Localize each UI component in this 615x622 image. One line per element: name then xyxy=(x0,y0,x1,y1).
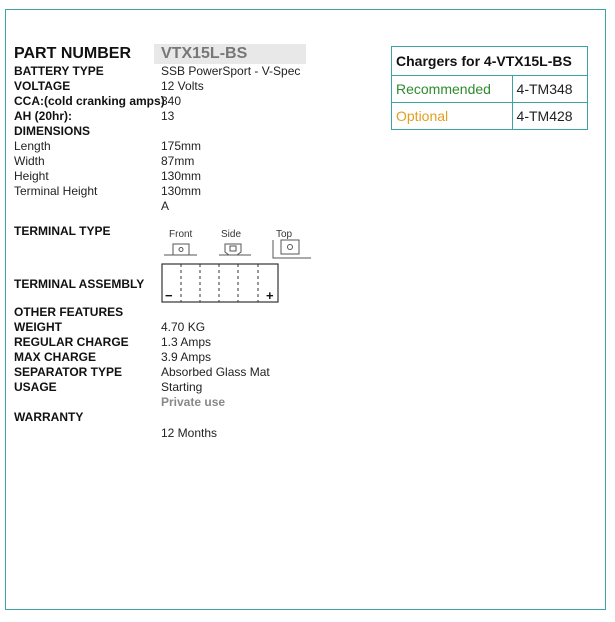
front-label: Front xyxy=(169,229,193,240)
weight-value: 4.70 KG xyxy=(161,320,206,334)
battery-assembly-icon xyxy=(162,264,278,303)
regular-charge-value: 1.3 Amps xyxy=(161,335,212,349)
terminal-height-value: 130mm xyxy=(161,184,202,198)
max-charge-label: MAX CHARGE xyxy=(14,350,97,364)
usage-value: Starting xyxy=(161,380,203,394)
warranty-label: WARRANTY xyxy=(14,410,84,424)
recommended-code[interactable]: 4-TM348 xyxy=(512,76,587,103)
weight-label: WEIGHT xyxy=(14,320,62,334)
chargers-header-row xyxy=(392,47,588,76)
max-charge-value: 3.9 Amps xyxy=(161,350,212,364)
voltage-label: VOLTAGE xyxy=(14,79,71,93)
cca-value: 340 xyxy=(161,94,182,108)
height-value: 130mm xyxy=(161,169,202,183)
warranty-value: 12 Months xyxy=(161,426,218,440)
cca-label: CCA:(cold cranking amps) xyxy=(14,94,165,108)
battery-type-label: BATTERY TYPE xyxy=(14,64,104,78)
front-terminal-icon xyxy=(164,244,197,255)
plus-terminal: + xyxy=(266,288,274,303)
width-label: Width xyxy=(14,154,45,168)
separator-value: Absorbed Glass Mat xyxy=(161,365,270,379)
usage-label: USAGE xyxy=(14,380,57,394)
top-label: Top xyxy=(276,229,293,240)
optional-label: Optional xyxy=(392,103,513,130)
part-number-label: PART NUMBER xyxy=(14,45,132,62)
optional-code[interactable]: 4-TM428 xyxy=(512,103,587,130)
dimensions-label: DIMENSIONS xyxy=(14,124,91,138)
battery-type-value: SSB PowerSport - V-Spec xyxy=(161,64,301,78)
ah-value: 13 xyxy=(161,109,175,123)
recommended-label: Recommended xyxy=(392,76,513,103)
terminal-code: A xyxy=(161,199,170,213)
height-label: Height xyxy=(14,169,49,183)
top-terminal-icon xyxy=(273,240,311,258)
side-label: Side xyxy=(221,229,242,240)
length-value: 175mm xyxy=(161,139,202,153)
length-label: Length xyxy=(14,139,51,153)
chargers-table xyxy=(391,46,588,130)
chargers-title: Chargers for 4-VTX15L-BS xyxy=(392,47,588,76)
terminal-type-label: TERMINAL TYPE xyxy=(14,224,111,238)
usage-sub-value: Private use xyxy=(161,395,226,409)
terminal-height-label: Terminal Height xyxy=(14,184,98,198)
recommended-row xyxy=(392,76,588,103)
ah-label: AH (20hr): xyxy=(14,109,73,123)
separator-label: SEPARATOR TYPE xyxy=(14,365,123,379)
other-features-label: OTHER FEATURES xyxy=(14,305,124,319)
terminal-diagram xyxy=(161,226,311,306)
width-value: 87mm xyxy=(161,154,195,168)
part-number-value: VTX15L-BS xyxy=(161,45,248,62)
minus-terminal: − xyxy=(165,288,173,303)
voltage-value: 12 Volts xyxy=(161,79,204,93)
terminal-assembly-label: TERMINAL ASSEMBLY xyxy=(14,277,145,291)
regular-charge-label: REGULAR CHARGE xyxy=(14,335,129,349)
side-terminal-icon xyxy=(219,244,251,255)
part-number-row xyxy=(14,44,306,64)
optional-row xyxy=(392,103,588,130)
